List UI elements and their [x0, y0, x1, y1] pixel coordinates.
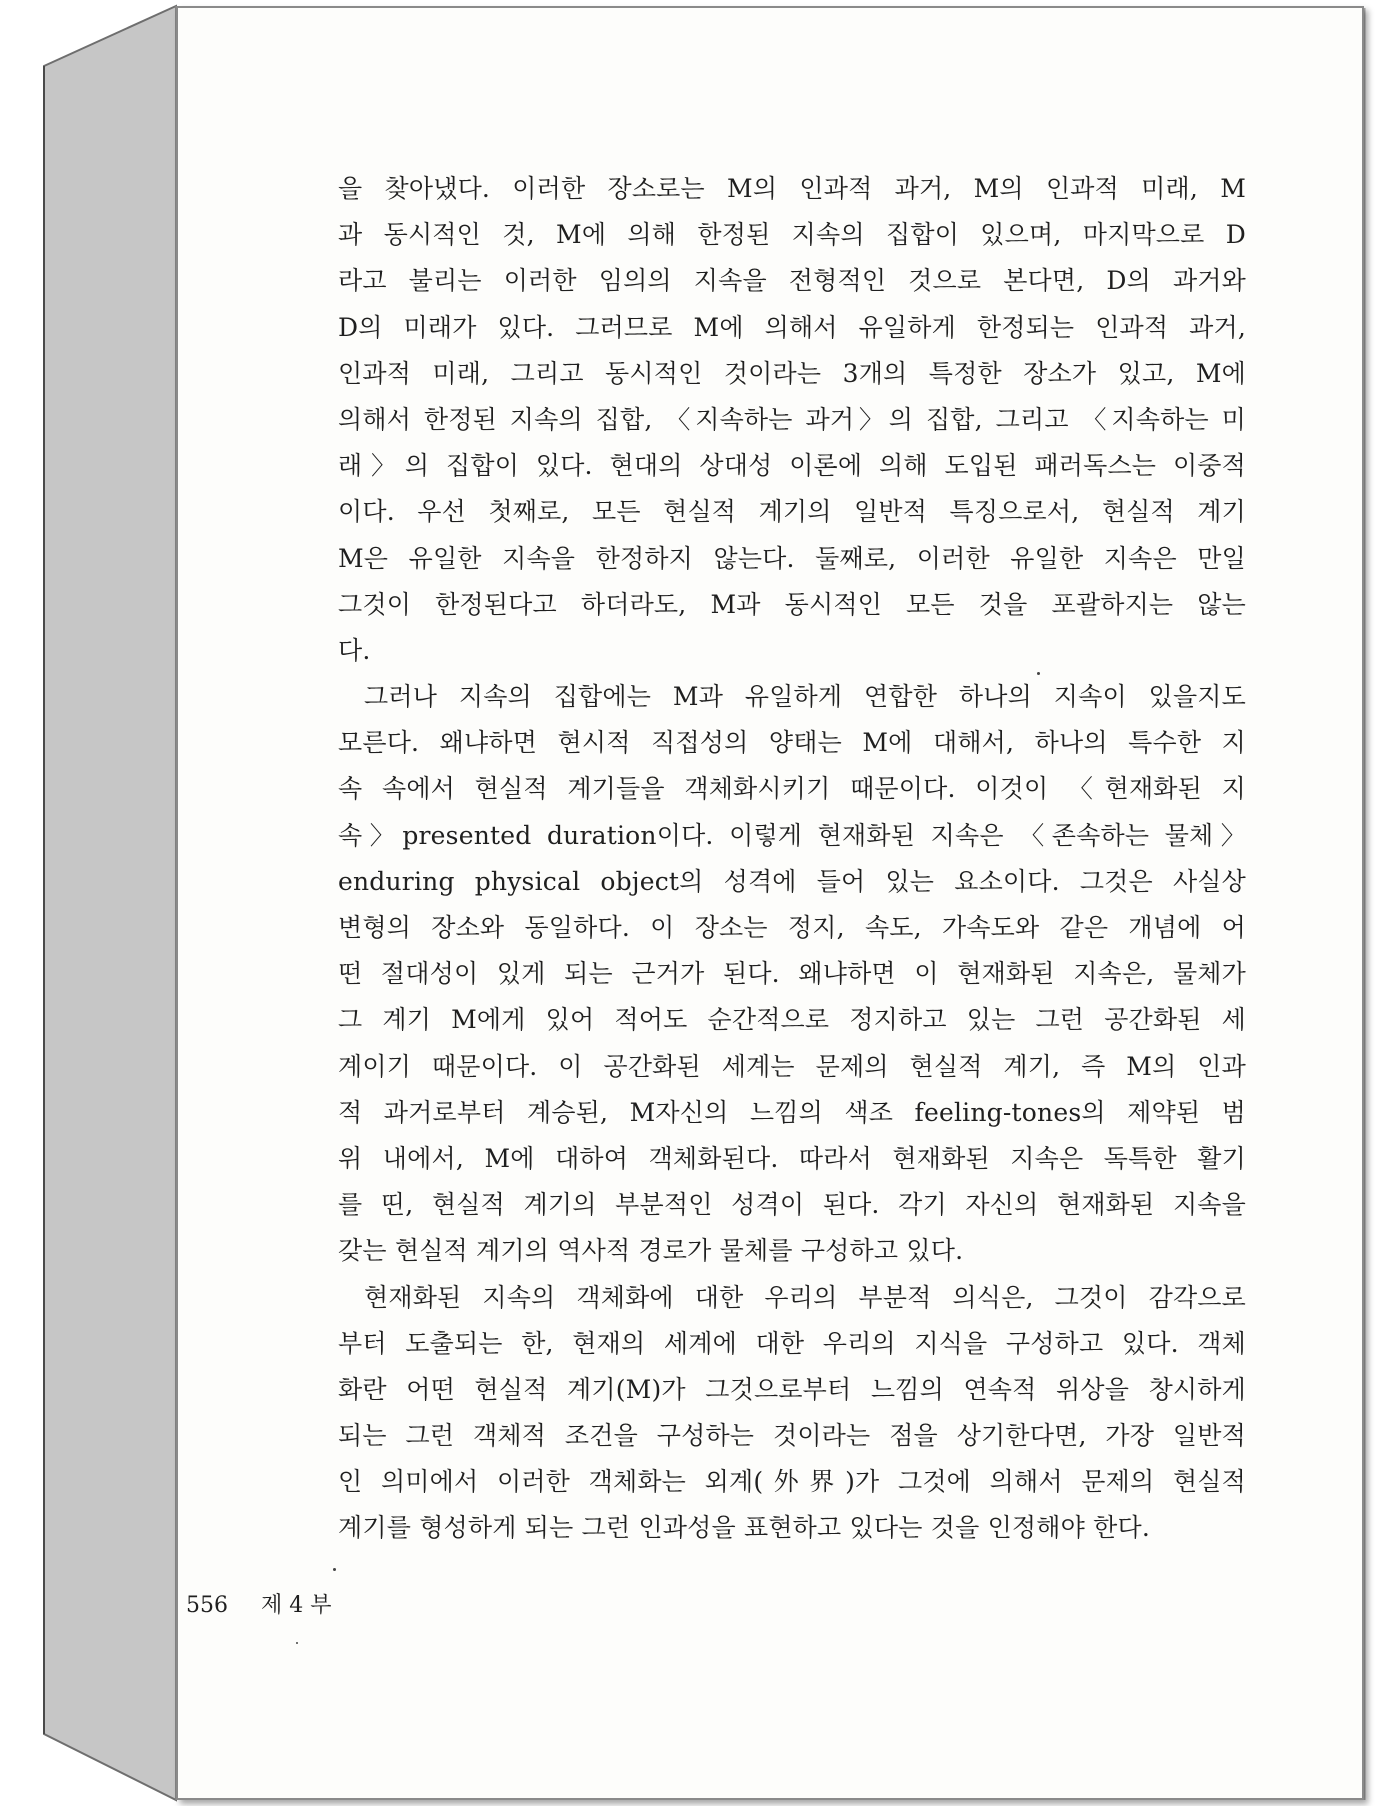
text-line: D의 미래가 있다. 그러므로 M에 의해서 유일하게 한정되는 인과적 과거, [338, 312, 1246, 342]
paragraph [338, 674, 1246, 1274]
text-line: M은 유일한 지속을 한정하지 않는다. 둘째로, 이러한 유일한 지속은 만일 [338, 543, 1246, 573]
text-line: 속〉presented duration이다. 이렇게 현재화된 지속은 〈존속하는 물체〉 [338, 820, 1246, 850]
text-line: 을 찾아냈다. 이러한 장소로는 M의 인과적 과거, M의 인과적 미래, M [338, 174, 1246, 203]
text-line: 위 내에서, M에 대하여 객체화된다. 따라서 현재화된 지속은 독특한 활기 [338, 1143, 1246, 1173]
paragraph [338, 1275, 1246, 1552]
text-line: 래〉의 집합이 있다. 현대의 상대성 이론에 의해 도입된 패러독스는 이중적 [338, 451, 1246, 481]
text-line: 다. [338, 635, 371, 665]
paragraph [338, 166, 1246, 674]
section-label: 제 4 부 [261, 1593, 332, 1618]
text-line: 떤 절대성이 있게 되는 근거가 된다. 왜냐하면 이 현재화된 지속은, 물체가 [338, 959, 1246, 989]
text-line: 계기를 형성하게 되는 그런 인과성을 표현하고 있다는 것을 인정해야 한다. [338, 1513, 1150, 1543]
scan-speck [1037, 672, 1040, 675]
text-line: 라고 불리는 이러한 임의의 지속을 전형적인 것으로 본다면, D의 과거와 [338, 266, 1246, 296]
text-line: 인과적 미래, 그리고 동시적인 것이라는 3개의 특정한 장소가 있고, M에 [338, 358, 1246, 388]
text-line: 변형의 장소와 동일하다. 이 장소는 정지, 속도, 가속도와 같은 개념에 어 [338, 913, 1246, 942]
text-line: 부터 도출되는 한, 현재의 세계에 대한 우리의 지식을 구성하고 있다. 객체 [338, 1328, 1246, 1358]
book-page [176, 6, 1364, 1800]
text-line: 인 의미에서 이러한 객체화는 외계(外界)가 그것에 의해서 문제의 현실적 [338, 1467, 1246, 1497]
text-line: 갖는 현실적 계기의 역사적 경로가 물체를 구성하고 있다. [338, 1236, 964, 1266]
text-line: 그 계기 M에게 있어 적어도 순간적으로 정지하고 있는 그런 공간화된 세 [338, 1005, 1246, 1035]
text-line: 계이기 때문이다. 이 공간화된 세계는 문제의 현실적 계기, 즉 M의 인과 [338, 1051, 1246, 1081]
text-line: 화란 어떤 현실적 계기(M)가 그것으로부터 느낌의 연속적 위상을 창시하게 [338, 1374, 1246, 1404]
text-line: 그러나 지속의 집합에는 M과 유일하게 연합한 하나의 지속이 있을지도 [364, 682, 1246, 712]
scan-speck [296, 1642, 298, 1644]
text-line: enduring physical object의 성격에 들어 있는 요소이다. 그것은 사실상 [338, 866, 1246, 896]
text-line: 과 동시적인 것, M에 의해 한정된 지속의 집합이 있으며, 마지막으로 D [338, 220, 1246, 250]
page-body-text [338, 166, 1246, 1552]
text-line: 그것이 한정된다고 하더라도, M과 동시적인 모든 것을 포괄하지는 않는 [338, 589, 1246, 619]
page-footer [186, 1588, 358, 1619]
text-line: 적 과거로부터 계승된, M자신의 느낌의 색조 feeling-tones의 제약된 범 [338, 1097, 1246, 1127]
text-line: 를 띤, 현실적 계기의 부분적인 성격이 된다. 각기 자신의 현재화된 지속을 [338, 1190, 1246, 1220]
scan-speck [333, 1568, 336, 1571]
text-line: 의해서 한정된 지속의 집합, 〈지속하는 과거〉의 집합, 그리고 〈지속하는 미 [338, 404, 1246, 434]
text-line: 현재화된 지속의 객체화에 대한 우리의 부분적 의식은, 그것이 감각으로 [364, 1282, 1246, 1312]
page-number: 556 [186, 1593, 228, 1618]
text-line: 모른다. 왜냐하면 현시적 직접성의 양태는 M에 대해서, 하나의 특수한 지 [338, 728, 1246, 758]
text-line: 이다. 우선 첫째로, 모든 현실적 계기의 일반적 특징으로서, 현실적 계기 [338, 497, 1246, 527]
text-line: 되는 그런 객체적 조건을 구성하는 것이라는 점을 상기한다면, 가장 일반적 [338, 1421, 1246, 1451]
text-line: 속 속에서 현실적 계기들을 객체화시키기 때문이다. 이것이 〈현재화된 지 [338, 774, 1246, 804]
